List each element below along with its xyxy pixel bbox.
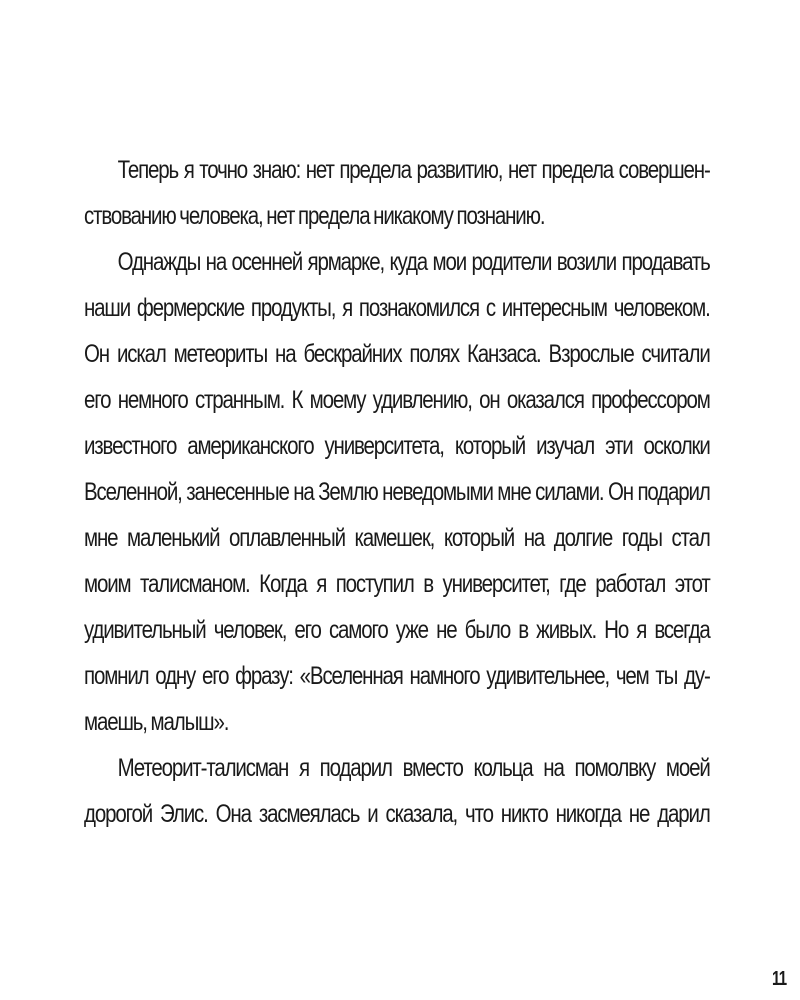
text-line: удивительный человек, его самого уже не было в живых. Но я всегда: [84, 616, 710, 644]
text-line: Вселенной, занесенные на Землю неведомыми мне силами. Он подарил: [84, 478, 710, 506]
text-line: маешь, малыш».: [84, 708, 229, 736]
text-line: его немного странным. К моему удивлению, он оказался профессором: [84, 386, 710, 414]
text-line: наши фермерские продукты, я познакомился с интересным человеком.: [84, 294, 710, 322]
text-line: моим талисманом. Когда я поступил в университет, где работал этот: [84, 570, 710, 598]
text-line: дорогой Элис. Она засмеялась и сказала, что никто никогда не дарил: [84, 800, 710, 828]
text-line: Однажды на осенней ярмарке, куда мои родители возили продавать: [117, 248, 710, 276]
page-number: 11: [772, 968, 787, 990]
text-line: ствованию человека, нет предела никакому познанию.: [84, 202, 545, 230]
text-line: Метеорит-талисман я подарил вместо кольца на помолвку моей: [117, 754, 710, 782]
text-line: помнил одну его фразу: «Вселенная намного удивительнее, чем ты ду-: [84, 662, 710, 690]
text-line: мне маленький оплавленный камешек, который на долгие годы стал: [84, 524, 710, 552]
text-line: известного американского университета, который изучал эти осколки: [84, 432, 710, 460]
text-line: Теперь я точно знаю: нет предела развитию, нет предела совершен-: [117, 156, 710, 184]
text-line: Он искал метеориты на бескрайних полях Канзаса. Взрослые считали: [84, 340, 710, 368]
body-text: [84, 147, 710, 837]
